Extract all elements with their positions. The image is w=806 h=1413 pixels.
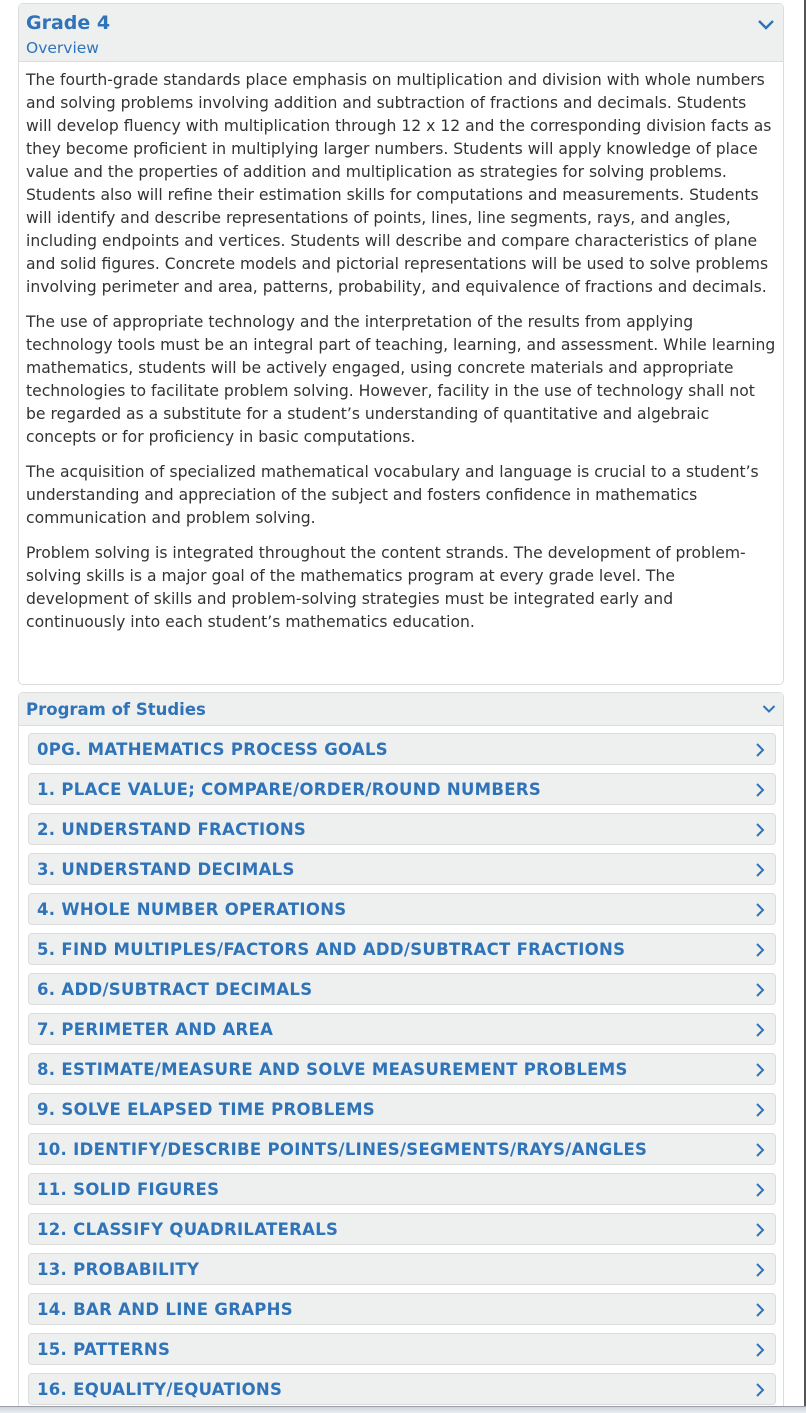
grade-panel-header[interactable] xyxy=(19,4,783,62)
chevron-right-icon[interactable] xyxy=(755,1062,765,1078)
strand-label: 3. UNDERSTAND DECIMALS xyxy=(37,860,295,879)
strand-item[interactable] xyxy=(28,813,776,845)
strand-label: 4. WHOLE NUMBER OPERATIONS xyxy=(37,900,347,919)
strand-label: 12. CLASSIFY QUADRILATERALS xyxy=(37,1220,339,1239)
chevron-right-icon[interactable] xyxy=(755,862,765,878)
chevron-right-icon[interactable] xyxy=(755,742,765,758)
strand-item[interactable] xyxy=(28,973,776,1005)
chevron-right-icon[interactable] xyxy=(755,942,765,958)
grade-title: Grade 4 xyxy=(26,12,111,34)
chevron-right-icon[interactable] xyxy=(755,822,765,838)
strand-label: 1. PLACE VALUE; COMPARE/ORDER/ROUND NUMBERS xyxy=(37,780,542,799)
chevron-right-icon[interactable] xyxy=(755,782,765,798)
chevron-right-icon[interactable] xyxy=(755,1222,765,1238)
strand-item[interactable] xyxy=(28,1053,776,1085)
strand-item[interactable] xyxy=(28,773,776,805)
strand-item[interactable] xyxy=(28,1173,776,1205)
chevron-right-icon[interactable] xyxy=(755,1302,765,1318)
chevron-right-icon[interactable] xyxy=(755,1142,765,1158)
strand-label: 10. IDENTIFY/DESCRIBE POINTS/LINES/SEGMENTS/RAYS/ANGLES xyxy=(37,1140,648,1159)
strand-item[interactable] xyxy=(28,1133,776,1165)
strand-label: 2. UNDERSTAND FRACTIONS xyxy=(37,820,307,839)
chevron-down-icon[interactable] xyxy=(762,704,776,714)
chevron-right-icon[interactable] xyxy=(755,1262,765,1278)
grade-overview-panel xyxy=(18,3,784,685)
chevron-right-icon[interactable] xyxy=(755,1102,765,1118)
strand-label: 9. SOLVE ELAPSED TIME PROBLEMS xyxy=(37,1100,375,1119)
overview-paragraph: The acquisition of specialized mathematical vocabulary and language is crucial to a student’s understanding and appreciation of the subject and fosters confidence in mathematics communication and problem solving. xyxy=(26,463,759,527)
chevron-right-icon[interactable] xyxy=(755,1382,765,1398)
strand-item[interactable] xyxy=(28,1293,776,1325)
strand-label: 8. ESTIMATE/MEASURE AND SOLVE MEASUREMENT PROBLEMS xyxy=(37,1060,628,1079)
chevron-right-icon[interactable] xyxy=(755,1182,765,1198)
strand-item[interactable] xyxy=(28,1213,776,1245)
strand-item[interactable] xyxy=(28,853,776,885)
strand-label: 13. PROBABILITY xyxy=(37,1260,200,1279)
strand-item[interactable] xyxy=(28,1373,776,1405)
chevron-right-icon[interactable] xyxy=(755,982,765,998)
strand-item[interactable] xyxy=(28,1093,776,1125)
strand-label: 7. PERIMETER AND AREA xyxy=(37,1020,274,1039)
program-of-studies-title: Program of Studies xyxy=(26,700,206,719)
strand-label: 6. ADD/SUBTRACT DECIMALS xyxy=(37,980,313,999)
chevron-right-icon[interactable] xyxy=(755,902,765,918)
chevron-down-icon[interactable] xyxy=(757,19,775,31)
strand-item[interactable] xyxy=(28,1013,776,1045)
strand-item[interactable] xyxy=(28,1333,776,1365)
overview-paragraph: The fourth-grade standards place emphasis on multiplication and division with whole numbers and solving problems involving addition and subtraction of fractions and decimals. Students will develop fluency with multiplication through 12 x 12 and the corresponding division facts as they become proficient in multiplying larger numbers. Students will apply knowledge of place value and the properties of addition and multiplication as strategies for solving problems. Students also will refine their estimation skills for computations and measurements. Students will identify and describe representations of points, lines, line segments, rays, and angles, including endpoints and vertices. Students will describe and compare characteristics of plane and solid figures. Concrete models and pictorial representations will be used to solve problems involving perimeter and area, patterns, probability, and equivalence of fractions and decimals. xyxy=(26,71,772,296)
strand-label: 16. EQUALITY/EQUATIONS xyxy=(37,1380,283,1399)
overview-paragraph: The use of appropriate technology and the interpretation of the results from applying technology tools must be an integral part of teaching, learning, and assessment. While learning mathematics, students will be actively engaged, using concrete materials and appropriate technologies to facilitate problem solving. However, facility in the use of technology shall not be regarded as a substitute for a student’s understanding of quantitative and algebraic concepts or for proficiency in basic computations. xyxy=(26,313,776,446)
strand-label: 14. BAR AND LINE GRAPHS xyxy=(37,1300,293,1319)
strand-label: 15. PATTERNS xyxy=(37,1340,171,1359)
strand-label: 5. FIND MULTIPLES/FACTORS AND ADD/SUBTRACT FRACTIONS xyxy=(37,940,626,959)
program-of-studies-panel xyxy=(18,692,784,1408)
strand-label: 0PG. MATHEMATICS PROCESS GOALS xyxy=(37,740,388,759)
strand-item[interactable] xyxy=(28,733,776,765)
strand-label: 11. SOLID FIGURES xyxy=(37,1180,220,1199)
grade-subtitle: Overview xyxy=(26,39,99,57)
strand-item[interactable] xyxy=(28,933,776,965)
overview-text xyxy=(19,62,783,634)
overview-paragraph: Problem solving is integrated throughout the content strands. The development of problem-solving skills is a major goal of the mathematics program at every grade level. The development of skills and problem-solving strategies must be integrated early and continuously into each student’s mathematics education. xyxy=(26,544,746,631)
chevron-right-icon[interactable] xyxy=(755,1342,765,1358)
strand-list xyxy=(19,726,783,1405)
chevron-right-icon[interactable] xyxy=(755,1022,765,1038)
program-of-studies-header[interactable] xyxy=(19,693,783,726)
strand-item[interactable] xyxy=(28,893,776,925)
window-bottom-edge xyxy=(0,1406,806,1413)
strand-item[interactable] xyxy=(28,1253,776,1285)
